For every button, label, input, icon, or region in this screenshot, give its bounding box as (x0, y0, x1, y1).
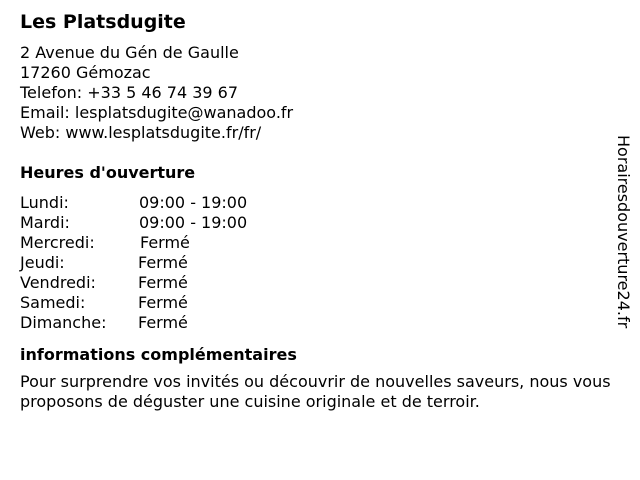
hours-table (20, 193, 610, 333)
day-hours: Fermé (138, 293, 188, 312)
day-hours: Fermé (138, 313, 188, 332)
business-card (20, 10, 610, 412)
hours-row-sunday (20, 313, 610, 333)
day-hours: Fermé (138, 273, 188, 292)
day-label: Dimanche: (20, 313, 107, 332)
day-label: Mardi: (20, 213, 70, 232)
day-hours: 09:00 - 19:00 (139, 213, 248, 232)
address-city: 17260 Gémozac (20, 63, 151, 82)
business-name: Les Platsdugite (20, 11, 186, 33)
day-label: Vendredi: (20, 273, 96, 292)
hours-row-friday (20, 273, 610, 293)
day-label: Mercredi: (20, 233, 95, 252)
day-hours: Fermé (140, 233, 190, 252)
address-block (20, 43, 610, 143)
hours-row-saturday (20, 293, 610, 313)
day-label: Lundi: (20, 193, 69, 212)
info-heading: informations complémentaires (20, 345, 297, 364)
day-hours: 09:00 - 19:00 (139, 193, 248, 212)
hours-row-monday (20, 193, 610, 213)
email-line: Email: lesplatsdugite@wanadoo.fr (20, 103, 294, 122)
day-label: Samedi: (20, 293, 86, 312)
hours-row-wednesday (20, 233, 610, 253)
site-watermark: Horairesdouverture24.fr (614, 135, 633, 329)
hours-row-tuesday (20, 213, 610, 233)
hours-heading: Heures d'ouverture (20, 163, 196, 182)
address-street: 2 Avenue du Gén de Gaulle (20, 43, 239, 62)
day-label: Jeudi: (20, 253, 65, 272)
phone-line: Telefon: +33 5 46 74 39 67 (20, 83, 239, 102)
web-line: Web: www.lesplatsdugite.fr/fr/ (20, 123, 262, 142)
hours-row-thursday (20, 253, 610, 273)
day-hours: Fermé (138, 253, 188, 272)
info-description: Pour surprendre vos invités ou découvrir de nouvelles saveurs, nous vous proposons de déguster une cuisine originale et de terroir. (20, 372, 611, 411)
